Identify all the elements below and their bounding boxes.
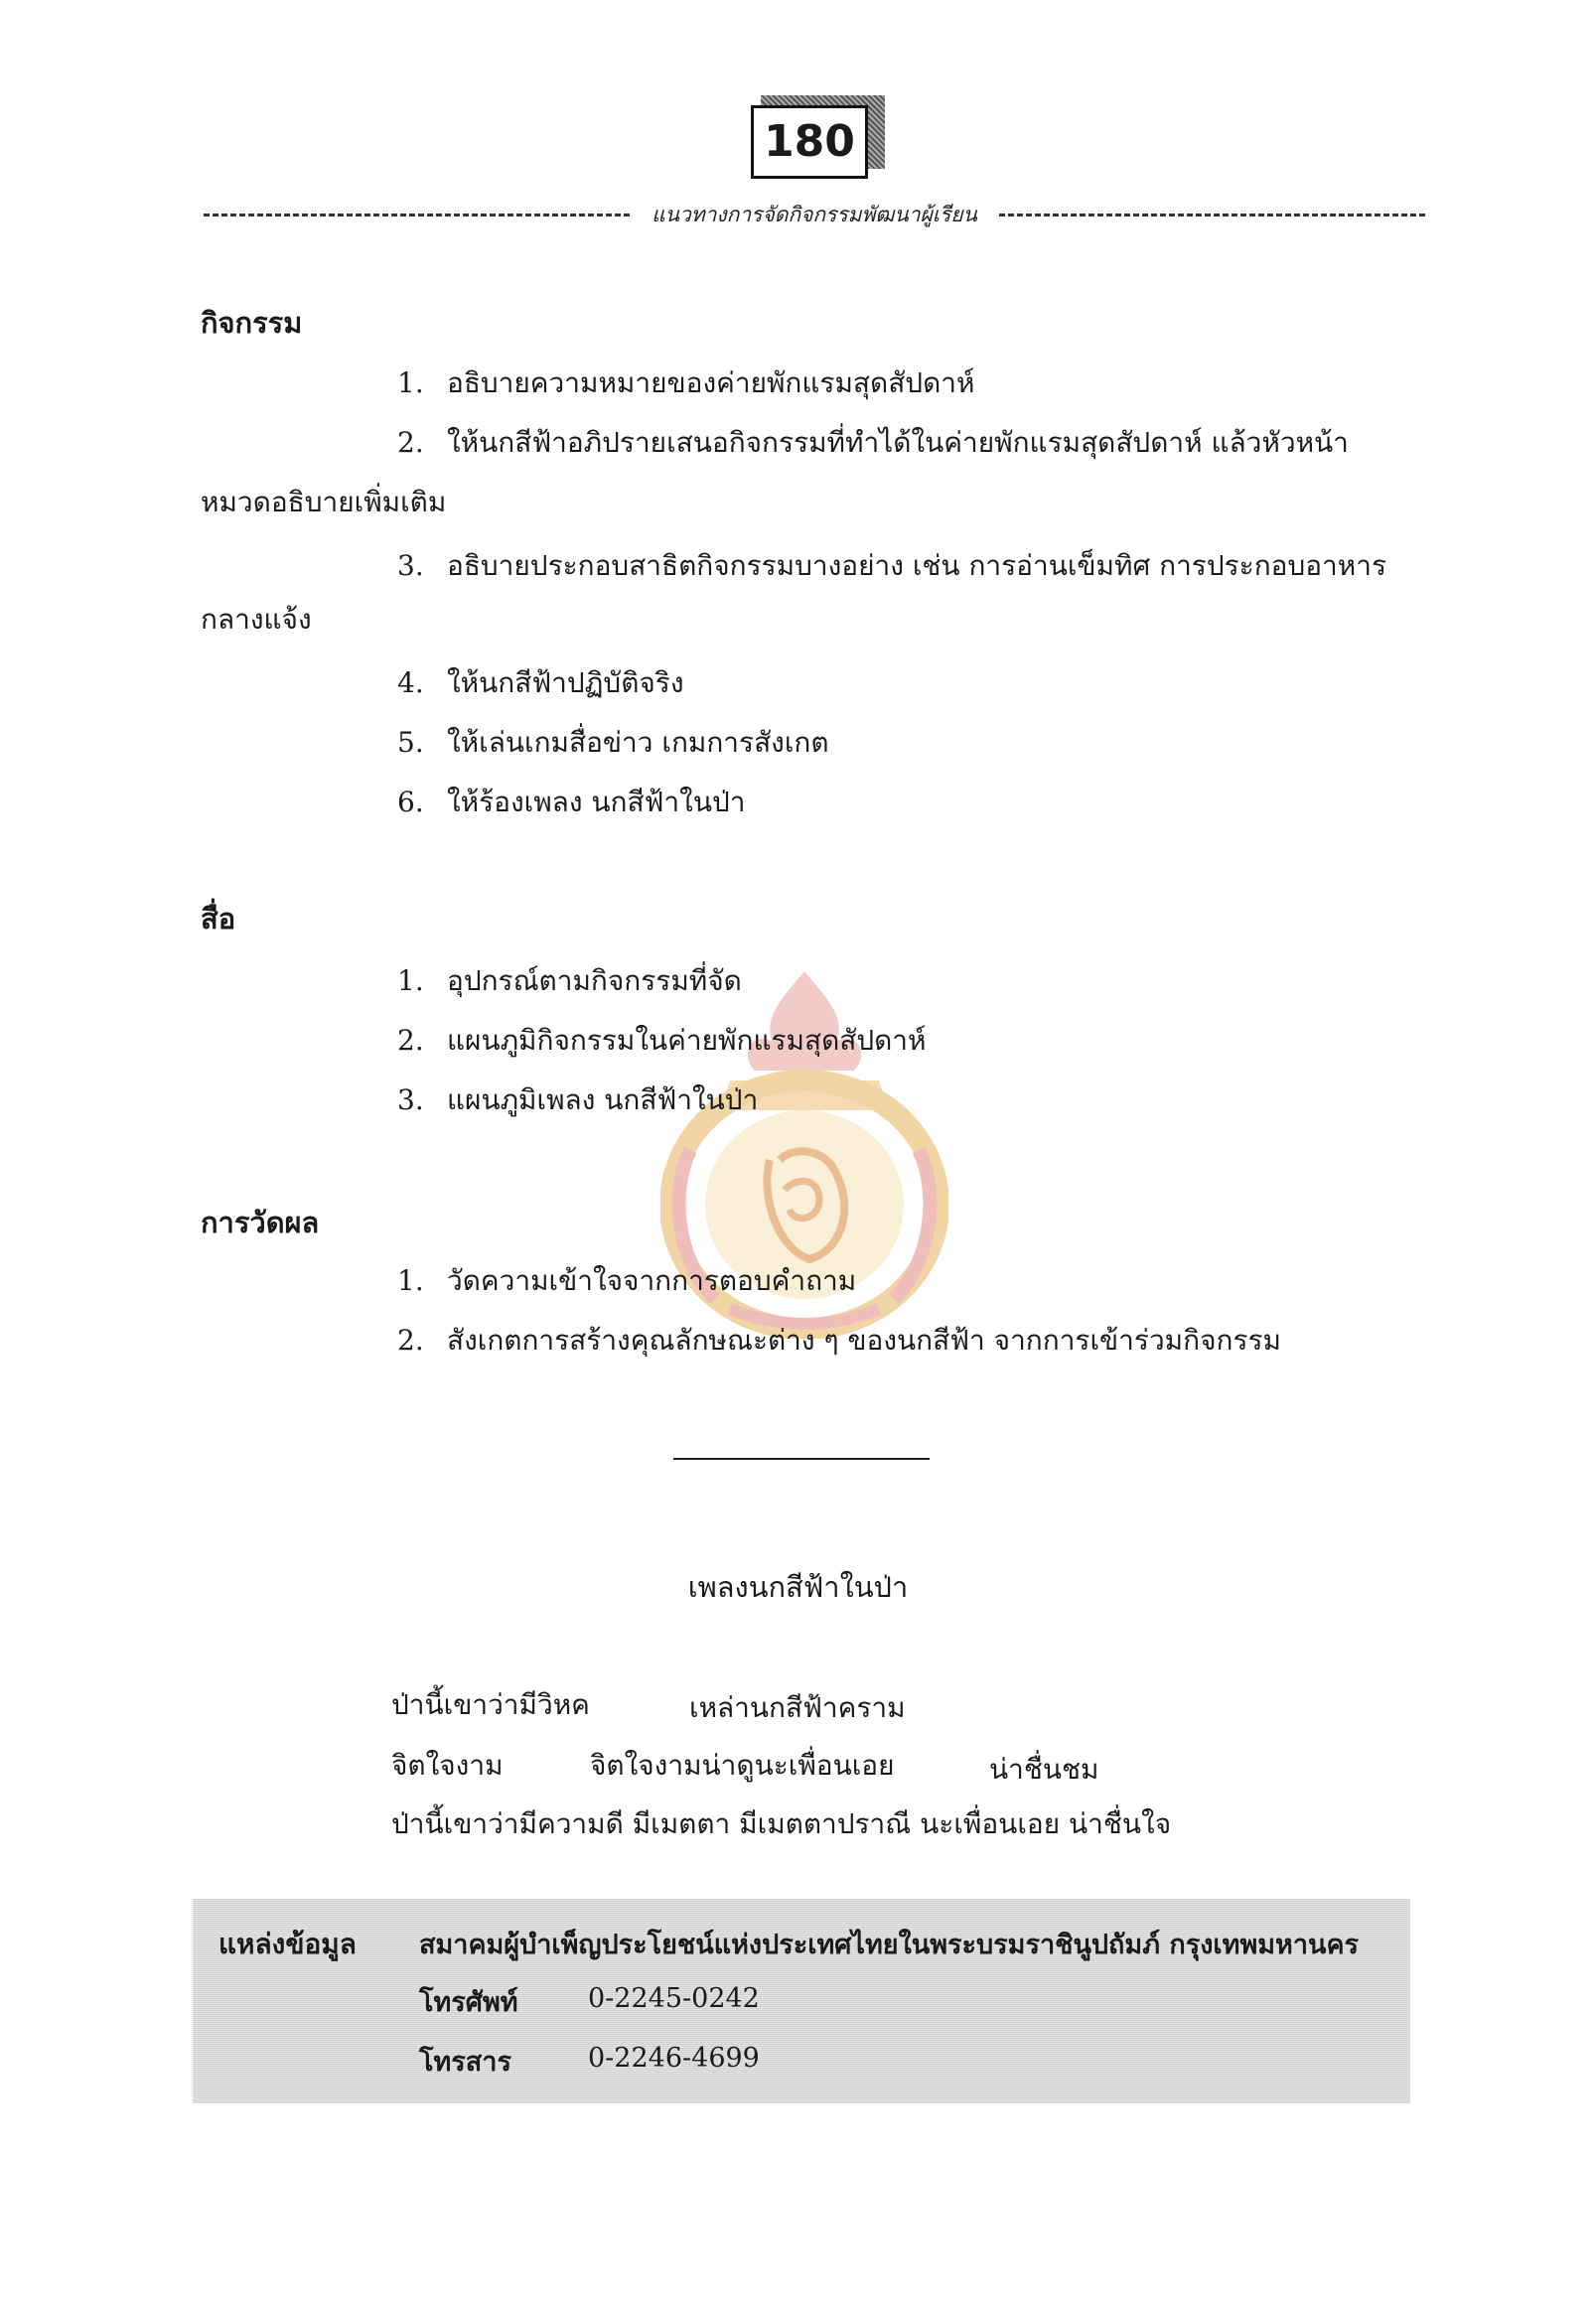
activity-item-6: 6. ให้ร้องเพลง นกสีฟ้าในป่า xyxy=(397,786,746,818)
source-label: แหล่งข้อมูล xyxy=(218,1928,357,1960)
page-number: 180 xyxy=(751,105,868,179)
lyric-line-1-part-1: ป่านี้เขาว่ามีวิหค xyxy=(391,1688,590,1721)
evaluation-item-1: 1. วัดความเข้าใจจากการตอบคำถาม xyxy=(397,1264,857,1297)
lyric-line-2-part-3: น่าชื่นชม xyxy=(989,1753,1099,1786)
phone-number: 0-2245-0242 xyxy=(588,1983,760,2014)
activity-item-2-continuation: หมวดอธิบายเพิ่มเติม xyxy=(201,486,447,518)
fax-label: โทรสาร xyxy=(419,2047,511,2078)
lyric-line-1-part-2: เหล่านกสีฟ้าคราม xyxy=(689,1691,906,1724)
section-heading-activities: กิจกรรม xyxy=(201,306,303,340)
activity-item-2: 2. ให้นกสีฟ้าอภิปรายเสนอกิจกรรมที่ทำได้ในค่ายพักแรมสุดสัปดาห์ แล้วหัวหน้า xyxy=(397,426,1349,459)
section-heading-evaluation: การวัดผล xyxy=(201,1206,320,1239)
source-box xyxy=(193,1899,1410,2103)
lyric-line-2-part-1: จิตใจงาม xyxy=(391,1749,504,1782)
lyric-line-2-part-2: จิตใจงามน่าดูนะเพื่อนเอย xyxy=(590,1749,895,1782)
media-item-3: 3. แผนภูมิเพลง นกสีฟ้าในป่า xyxy=(397,1083,759,1116)
activity-item-4: 4. ให้นกสีฟ้าปฏิบัติจริง xyxy=(397,666,684,699)
activity-item-5: 5. ให้เล่นเกมสื่อข่าว เกมการสังเกต xyxy=(397,726,829,759)
activity-item-3: 3. อธิบายประกอบสาธิตกิจกรรมบางอย่าง เช่น การอ่านเข็มทิศ การประกอบอาหาร xyxy=(397,549,1386,582)
header-rule-right xyxy=(999,214,1425,216)
lyric-line-3: ป่านี้เขาว่ามีความดี มีเมตตา มีเมตตาปราณี นะเพื่อนเอย น่าชื่นใจ xyxy=(391,1807,1172,1840)
section-heading-media: สื่อ xyxy=(201,902,236,936)
running-header-title: แนวทางการจัดกิจกรรมพัฒนาผู้เรียน xyxy=(652,202,977,226)
activity-item-1: 1. อธิบายความหมายของค่ายพักแรมสุดสัปดาห์ xyxy=(397,366,975,399)
evaluation-item-2: 2. สังเกตการสร้างคุณลักษณะต่าง ๆ ของนกสีฟ้า จากการเข้าร่วมกิจกรรม xyxy=(397,1324,1281,1357)
phone-label: โทรศัพท์ xyxy=(419,1987,518,2018)
header-rule-left xyxy=(204,214,630,216)
media-item-1: 1. อุปกรณ์ตามกิจกรรมที่จัด xyxy=(397,964,742,997)
source-organization: สมาคมผู้บำเพ็ญประโยชน์แห่งประเทศไทยในพระบรมราชินูปถัมภ์ กรุงเทพมหานคร xyxy=(419,1930,1360,1960)
fax-number: 0-2246-4699 xyxy=(588,2043,760,2074)
media-item-2: 2. แผนภูมิกิจกรรมในค่ายพักแรมสุดสัปดาห์ xyxy=(397,1024,927,1057)
page-number-box xyxy=(751,95,885,181)
running-header xyxy=(204,199,1425,230)
activity-item-3-continuation: กลางแจ้ง xyxy=(201,603,312,636)
song-title: เพลงนกสีฟ้าในป่า xyxy=(687,1570,909,1604)
section-separator xyxy=(673,1458,930,1460)
